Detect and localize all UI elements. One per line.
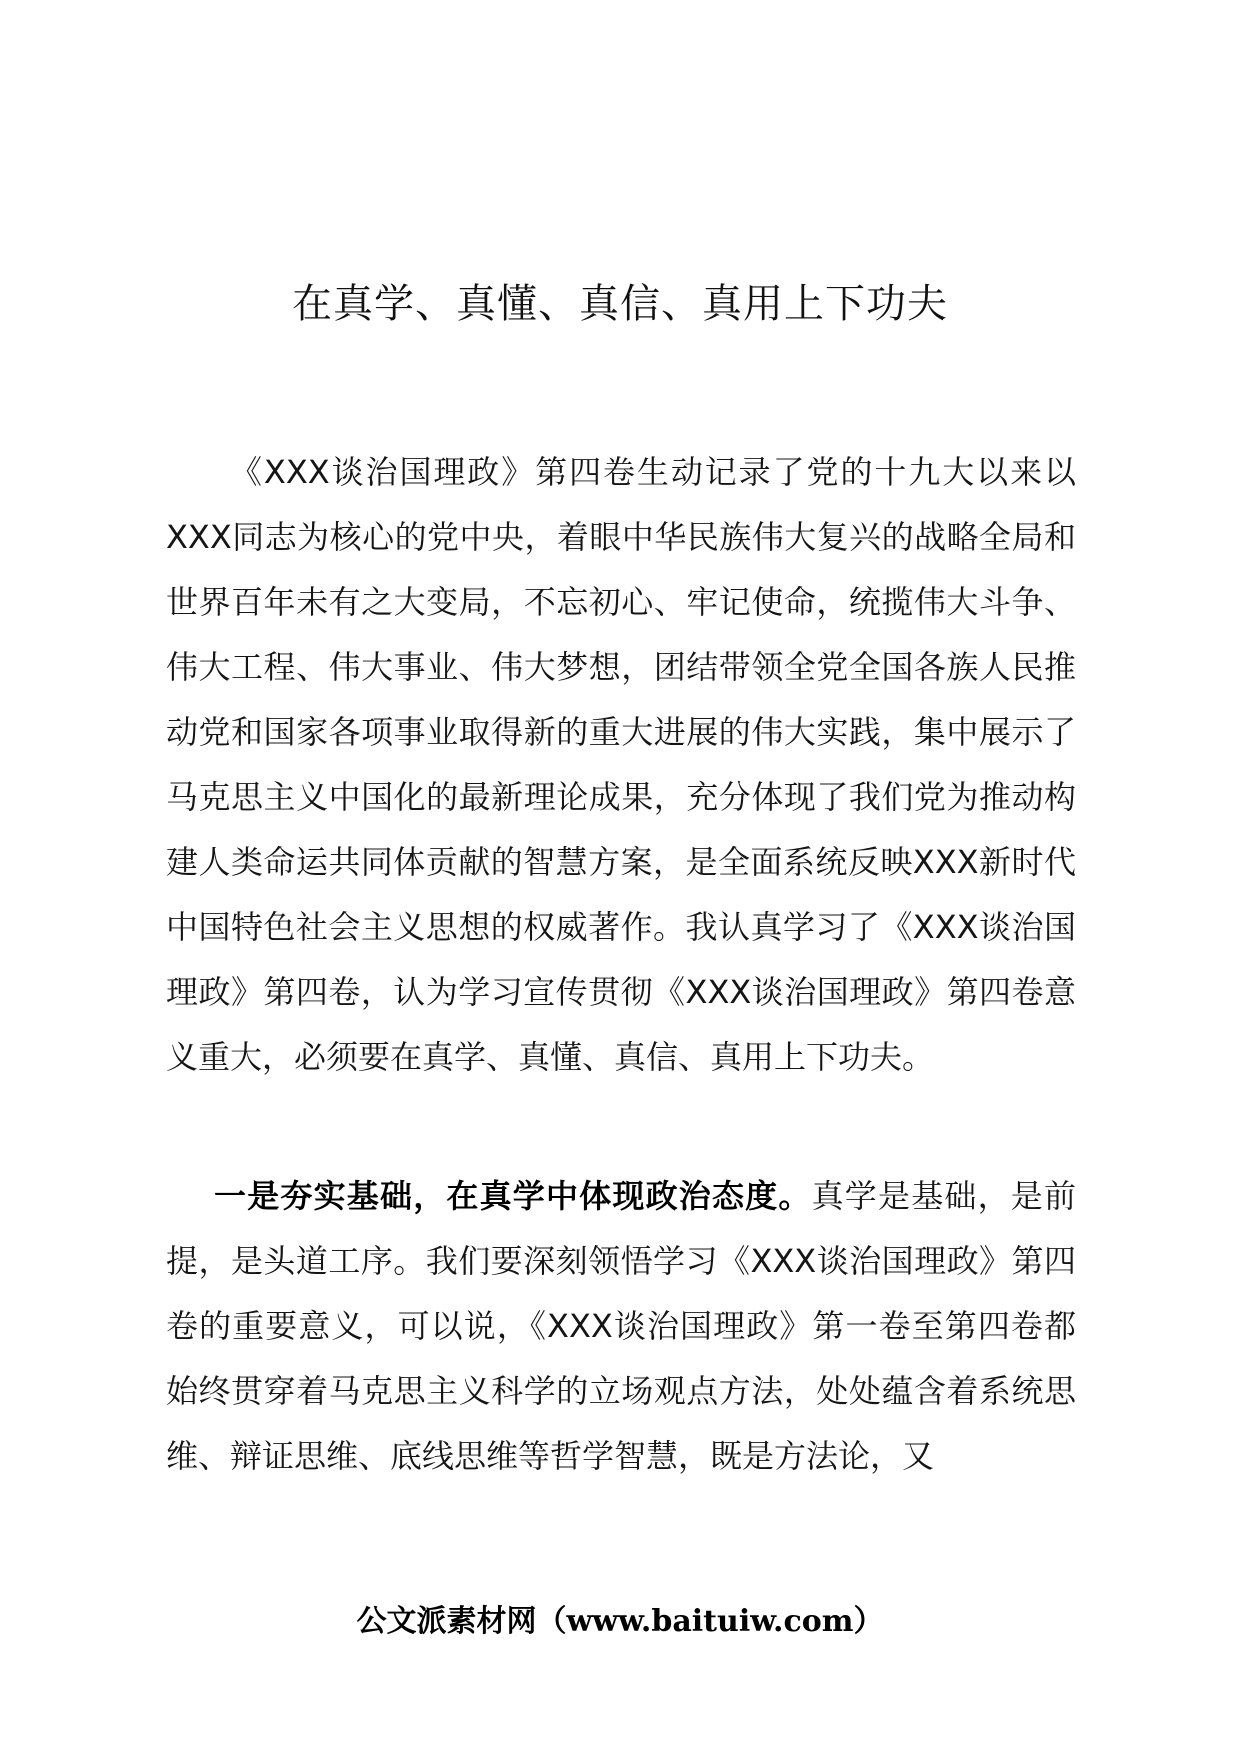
paragraph-point-one <box>166 1164 1076 1489</box>
footer-site-name: 公文派素材网 <box>356 1604 537 1639</box>
document-title: 在真学、真懂、真信、真用上下功夫 <box>292 281 948 327</box>
paragraph-intro: 《XXX谈治国理政》第四卷生动记录了党的十九大以来以XXX同志为核心的党中央，着眼中华民族伟大复兴的战略全局和世界百年未有之大变局，不忘初心、牢记使命，统揽伟大斗争、伟大工程、伟大事业、伟大梦想，团结带领全党全国各族人民推动党和国家各项事业取得新的重大进展的伟大实践，集中展示了马克思主义中国化的最新理论成果，充分体现了我们党为推动构建人类命运共同体贡献的智慧方案，是全面系统反映XXX新时代中国特色社会主义思想的权威著作。我认真学习了《XXX谈治国理政》第四卷，认为学习宣传贯彻《XXX谈治国理政》第四卷意义重大，必须要在真学、真懂、真信、真用上下功夫。 <box>166 453 1076 1076</box>
footer-url: （www.baituiw.com） <box>536 1604 884 1639</box>
paragraph-lead-heading: 一是夯实基础，在真学中体现政治态度。 <box>214 1177 812 1215</box>
page-footer <box>0 1600 1240 1644</box>
paragraph-body: 真学是基础，是前提，是头道工序。我们要深刻领悟学习《XXX谈治国理政》第四卷的重要意义，可以说，《XXX谈治国理政》第一卷至第四卷都始终贯穿着马克思主义科学的立场观点方法，处处蕴含着系统思维、辩证思维、底线思维等哲学智慧，既是方法论，又 <box>166 1177 1076 1475</box>
